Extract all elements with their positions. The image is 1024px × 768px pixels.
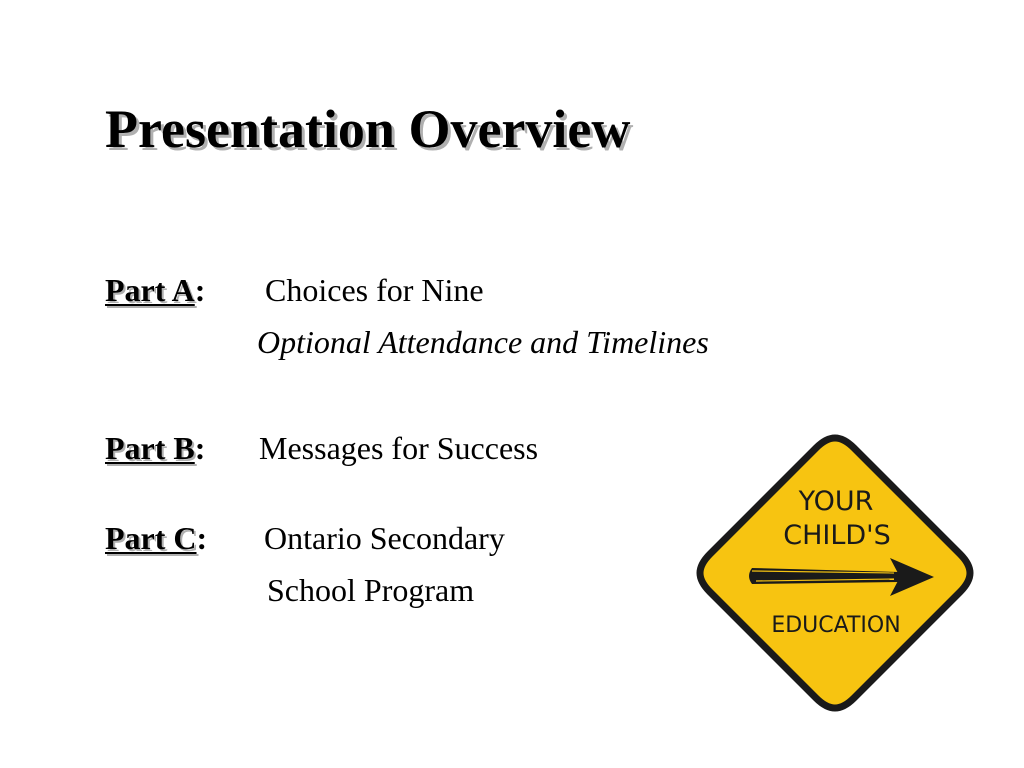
sign-line-childs: CHILD'S: [783, 520, 891, 551]
part-b-label-group: [105, 432, 205, 464]
part-c-colon: :: [196, 520, 208, 556]
sign-line-education: EDUCATION: [771, 613, 901, 638]
road-sign: [694, 432, 976, 714]
part-a-colon: :: [194, 272, 206, 308]
sign-line-your: YOUR: [798, 486, 874, 517]
part-c-label-group: [105, 522, 207, 554]
part-a-label: Part A: [105, 272, 195, 308]
part-a-label-group: [105, 274, 205, 306]
part-a-subtitle: Optional Attendance and Timelines: [257, 324, 709, 360]
slide-title: Presentation Overview: [105, 99, 631, 159]
part-c-title: Ontario Secondary: [264, 520, 505, 556]
part-c-subtitle: School Program: [267, 572, 475, 608]
part-a-title: Choices for Nine: [265, 272, 484, 308]
part-b-title: Messages for Success: [259, 430, 539, 466]
part-c-label: Part C: [105, 520, 197, 556]
part-b-label: Part B: [105, 430, 195, 466]
part-b-colon: :: [194, 430, 206, 466]
